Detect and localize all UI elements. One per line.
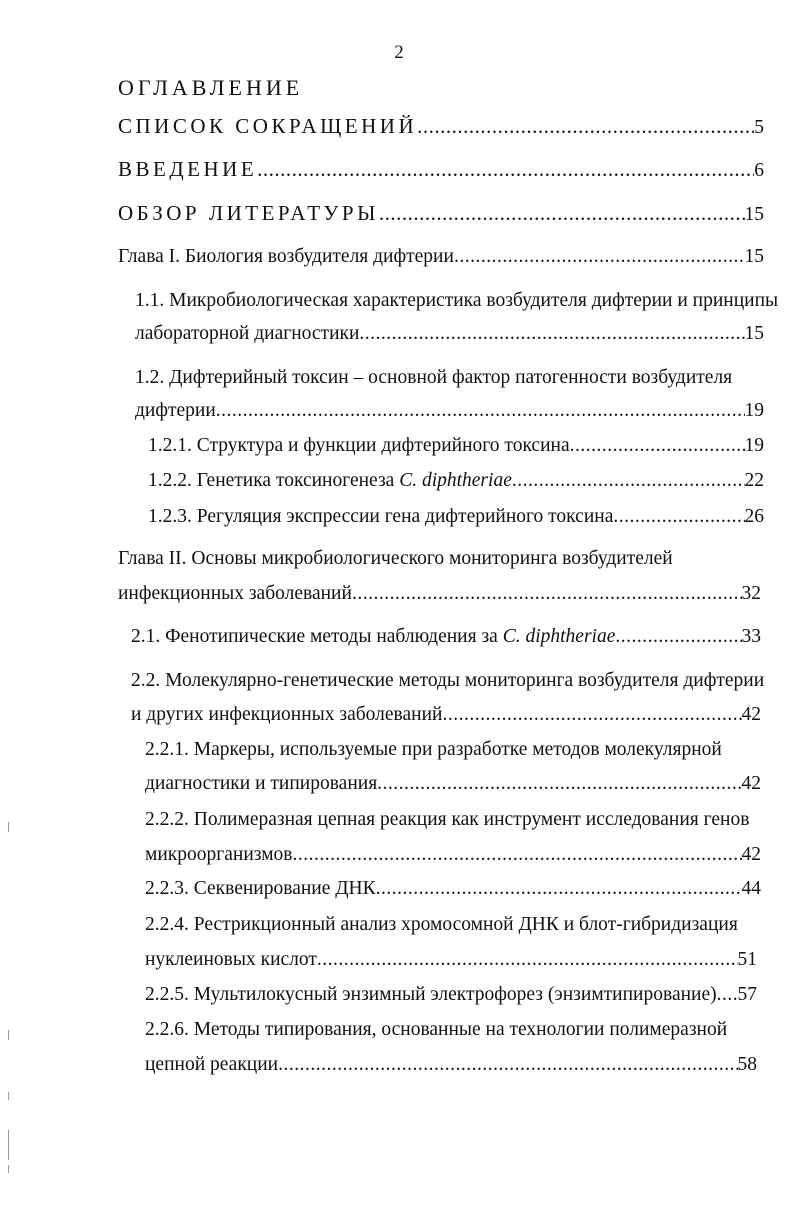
toc-entry-page: 42 (741, 844, 761, 865)
toc-entry-page: 57 (737, 984, 757, 1005)
toc-entry-text: нуклеиновых кислот (145, 949, 317, 970)
toc-entry-1-2-3[interactable] (148, 503, 764, 531)
species-name: C. diphtheriae (399, 470, 512, 491)
toc-entry-text: инфекционных заболеваний (118, 583, 352, 604)
toc-entry-2-2-6[interactable] (145, 1051, 757, 1079)
toc-entry-text: дифтерии (135, 400, 216, 421)
toc-entry-chapter-2[interactable] (118, 580, 761, 608)
dot-leader (442, 701, 741, 729)
toc-entry-text: 2.2.5. Мультилокусный энзимный электрофорез (энзимтипирование) (145, 984, 717, 1005)
toc-entry-page: 6 (754, 160, 764, 181)
toc-entry-page: 15 (744, 204, 764, 225)
toc-entry-2-2-4[interactable] (145, 946, 757, 974)
toc-entry-2-2-2[interactable] (145, 841, 761, 869)
dot-leader (417, 112, 754, 140)
toc-entry-page: 42 (741, 773, 761, 794)
dot-leader (352, 580, 742, 608)
toc-entry-2-2-4-line1[interactable]: 2.2.4. Рестрикционный анализ хромосомной ДНК и блот-гибридизация (145, 914, 738, 935)
toc-entry-page: 19 (744, 400, 764, 421)
dot-leader (379, 199, 745, 227)
toc-entry-text: 2.1. Фенотипические методы наблюдения за C. diphtheriae (131, 626, 616, 647)
toc-entry-text: 1.2.2. Генетика токсиногенеза C. diphtheriae (148, 470, 512, 491)
toc-entry-text: лабораторной диагностики (135, 323, 360, 344)
scan-mark (8, 1030, 9, 1040)
toc-entry-2-2-6-line1[interactable]: 2.2.6. Методы типирования, основанные на технологии полимеразной (145, 1019, 728, 1040)
toc-entry-page: 33 (741, 626, 761, 647)
toc-entry-2-2-1[interactable] (145, 770, 761, 798)
toc-entry-text: 2.2.3. Секвенирование ДНК (145, 878, 376, 899)
dot-leader (615, 623, 741, 651)
dot-leader (216, 397, 745, 425)
toc-entry-text: цепной реакции (145, 1054, 279, 1075)
dot-leader (376, 875, 742, 903)
toc-entry-1-2[interactable] (135, 397, 764, 425)
dot-leader (454, 243, 745, 271)
toc-entry-2-1[interactable] (131, 623, 761, 651)
toc-entry-page: 5 (754, 117, 764, 138)
toc-entry-1-1-line1[interactable]: 1.1. Микробиологическая характеристика возбудителя дифтерии и принципы (135, 290, 779, 311)
toc-entry-2-2-3[interactable] (145, 875, 761, 903)
toc-heading: ОГЛАВЛЕНИЕ (118, 75, 304, 100)
dot-leader (257, 155, 754, 183)
dot-leader (359, 320, 744, 348)
toc-entry-page: 32 (741, 583, 761, 604)
species-name: C. diphtheriae (502, 626, 616, 647)
page-number: 2 (394, 42, 404, 63)
toc-entry-page: 15 (744, 246, 764, 267)
toc-entry-2-2-1-line1[interactable]: 2.2.1. Маркеры, используемые при разработке методов молекулярной (145, 739, 722, 760)
toc-entry-text: и других инфекционных заболеваний (131, 704, 443, 725)
toc-entry-page: 44 (741, 878, 761, 899)
toc-entry-text: диагностики и типирования (145, 773, 378, 794)
toc-entry-page: 22 (744, 470, 764, 491)
toc-entry-page: 42 (741, 704, 761, 725)
dot-leader (317, 946, 738, 974)
dot-leader (278, 1051, 737, 1079)
scan-mark (8, 1165, 9, 1173)
toc-entry-review[interactable] (118, 199, 764, 227)
toc-entry-chapter-2-line1[interactable]: Глава II. Основы микробиологического мониторинга возбудителей (118, 548, 673, 569)
dot-leader (717, 981, 738, 1009)
toc-entry-1-2-2[interactable] (148, 467, 764, 495)
toc-entry-text: Глава I. Биология возбудителя дифтерии (118, 246, 454, 267)
toc-entry-2-2-5[interactable] (145, 981, 757, 1009)
toc-entry-1-2-1[interactable] (148, 432, 764, 460)
toc-entry-page: 19 (744, 435, 764, 456)
toc-entry-page: 51 (737, 949, 757, 970)
toc-entry-1-1[interactable] (135, 320, 764, 348)
toc-entry-text: ОБЗОР ЛИТЕРАТУРЫ (118, 201, 379, 225)
dot-leader (570, 432, 745, 460)
toc-entry-text: СПИСОК СОКРАЩЕНИЙ (118, 114, 418, 138)
toc-entry-1-2-line1[interactable]: 1.2. Дифтерийный токсин – основной фактор патогенности возбудителя (135, 367, 733, 388)
dot-leader (293, 841, 742, 869)
toc-entry-introduction[interactable] (118, 155, 764, 183)
toc-entry-page: 15 (744, 323, 764, 344)
toc-entry-2-2-2-line1[interactable]: 2.2.2. Полимеразная цепная реакция как инструмент исследования генов (145, 809, 750, 830)
scan-mark (8, 822, 9, 832)
dot-leader (377, 770, 741, 798)
scan-mark (8, 1092, 9, 1100)
toc-entry-text: 1.2.3. Регуляция экспрессии гена дифтерийного токсина (148, 506, 614, 527)
toc-entry-2-2-line1[interactable]: 2.2. Молекулярно-генетические методы мониторинга возбудителя дифтерии (131, 670, 765, 691)
dot-leader (512, 467, 745, 495)
scan-mark (8, 1130, 9, 1160)
toc-entry-text: ВВЕДЕНИЕ (118, 157, 258, 181)
toc-entry-page: 26 (744, 506, 764, 527)
toc-entry-abbreviations[interactable] (118, 112, 764, 140)
toc-entry-chapter-1[interactable] (118, 243, 764, 271)
toc-entry-text: микроорганизмов (145, 844, 293, 865)
toc-entry-page: 58 (737, 1054, 757, 1075)
toc-entry-text: 1.2.1. Структура и функции дифтерийного токсина (148, 435, 570, 456)
toc-entry-2-2[interactable] (131, 701, 761, 729)
dot-leader (613, 503, 744, 531)
